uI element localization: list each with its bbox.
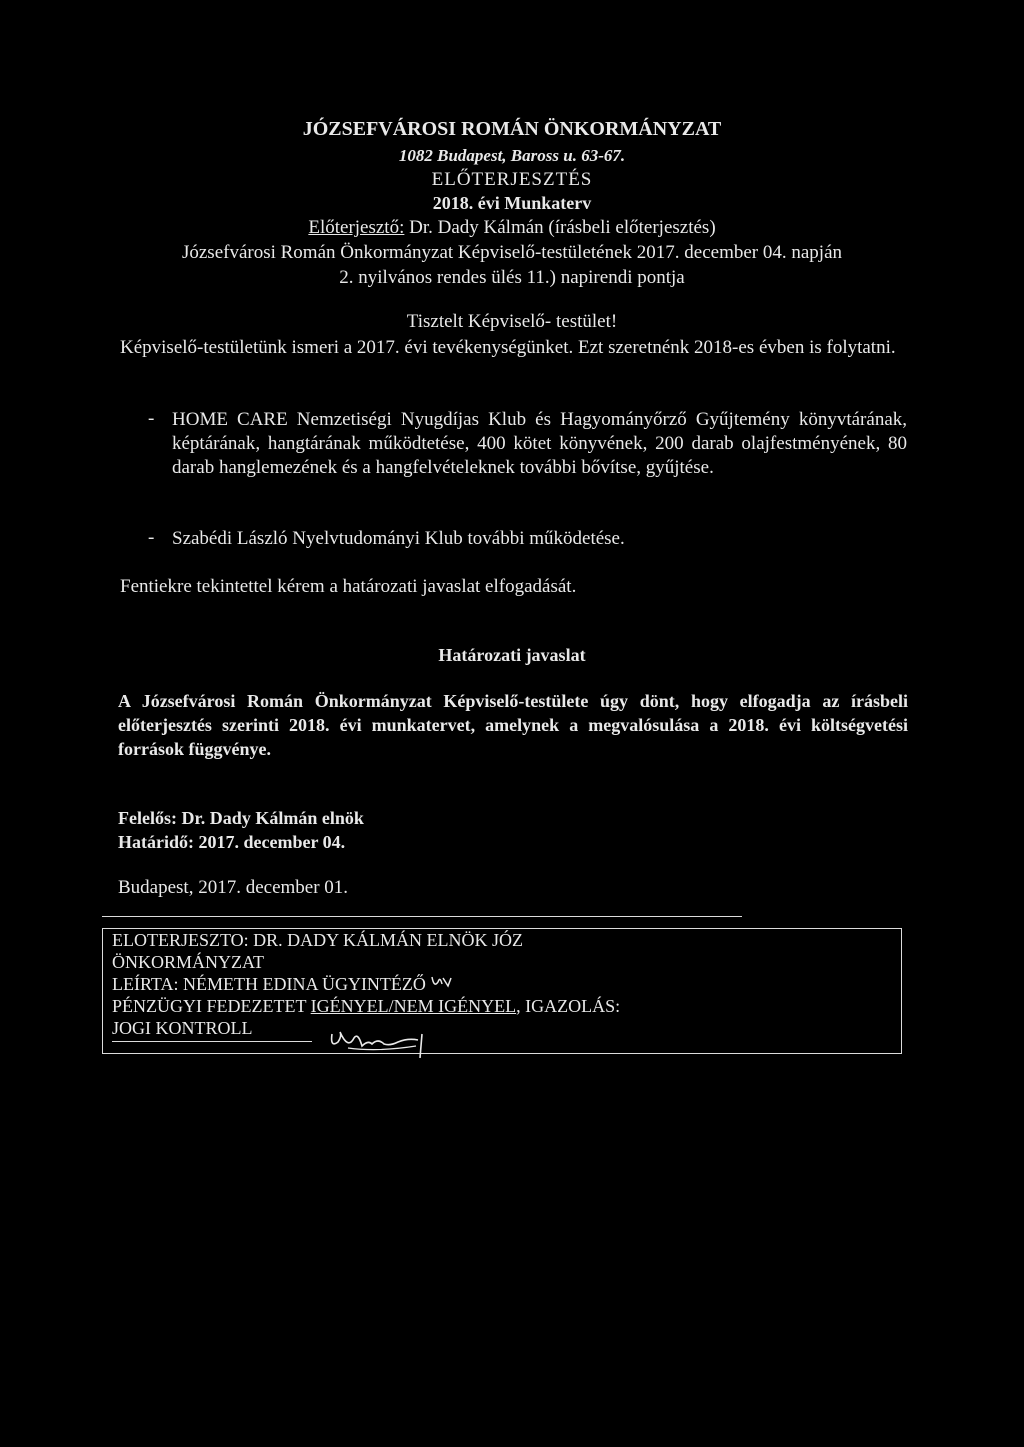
box-line-legal: JOGI KONTROLL — [112, 1018, 253, 1038]
org-address: 1082 Budapest, Baross u. 63-67. — [398, 146, 626, 165]
box-line-written-by — [112, 974, 452, 995]
doc-type: ELŐTERJESZTÉS — [431, 169, 593, 190]
intro-paragraph: Képviselő-testületünk ismeri a 2017. évi tevékenységünket. Ezt szeretnénk 2018-es évben is folytatni. — [120, 337, 896, 358]
meeting-line: Józsefvárosi Román Önkormányzat Képviselő-testületének 2017. december 04. napján — [181, 242, 843, 263]
presenter-name: Dr. Dady Kálmán (írásbeli előterjesztés) — [404, 217, 716, 238]
bullet-item-1: HOME CARE Nemzetiségi Nyugdíjas Klub és Hagyományőrző Gyűjtemény könyvtárának, képtárának, hangtárának működtetése, 400 kötet könyvének, 200 darab olajfestményének, 80 darab hanglemezének és a hangfelvételeknek további bővítse, gyűjtése. — [172, 409, 907, 478]
signature-icon — [328, 1028, 448, 1058]
legal-underline — [112, 1041, 312, 1042]
responsible-line: Felelős: Dr. Dady Kálmán elnök — [118, 808, 364, 828]
box-line-org: ÖNKORMÁNYZAT — [112, 952, 264, 972]
bullet-dash-2: - — [148, 527, 155, 548]
initials-signature-icon — [430, 974, 452, 990]
finance-label: PÉNZÜGYI FEDEZETET — [112, 996, 311, 1016]
bullet-dash-1: - — [148, 408, 155, 429]
bullet-item-2: Szabédi László Nyelvtudományi Klub további működetése. — [172, 528, 625, 549]
box-top-rule-left — [102, 916, 742, 917]
box-line-presenter: ELOTERJESZTO: DR. DADY KÁLMÁN ELNÖK JÓZ — [112, 930, 523, 950]
org-title: JÓZSEFVÁROSI ROMÁN ÖNKORMÁNYZAT — [302, 118, 722, 140]
greeting: Tisztelt Képviselő- testület! — [406, 311, 618, 332]
request-line: Fentiekre tekintettel kérem a határozati javaslat elfogadását. — [120, 576, 577, 597]
place-date: Budapest, 2017. december 01. — [118, 877, 349, 898]
deadline-line: Határidő: 2017. december 04. — [118, 832, 346, 852]
box-line-finance — [112, 996, 620, 1017]
written-by-text: LEÍRTA: NÉMETH EDINA ÜGYINTÉZŐ — [112, 974, 426, 994]
agenda-line: 2. nyilvános rendes ülés 11.) napirendi pontja — [339, 267, 685, 288]
presenter-label: Előterjesztő: — [308, 217, 405, 238]
doc-subject: 2018. évi Munkaterv — [432, 193, 592, 213]
presenter-line — [0, 216, 1024, 240]
resolution-text: A Józsefvárosi Román Önkormányzat Képviselő-testülete úgy dönt, hogy elfogadja az írásbeli előterjesztés szerinti 2018. évi munkatervet, amelynek a megvalósulása a 2018. évi költségvetési források függvénye. — [118, 691, 908, 759]
finance-suffix: , IGAZOLÁS: — [516, 996, 621, 1016]
resolution-heading: Határozati javaslat — [438, 645, 586, 665]
finance-options: IGÉNYEL/NEM IGÉNYEL — [310, 996, 517, 1016]
